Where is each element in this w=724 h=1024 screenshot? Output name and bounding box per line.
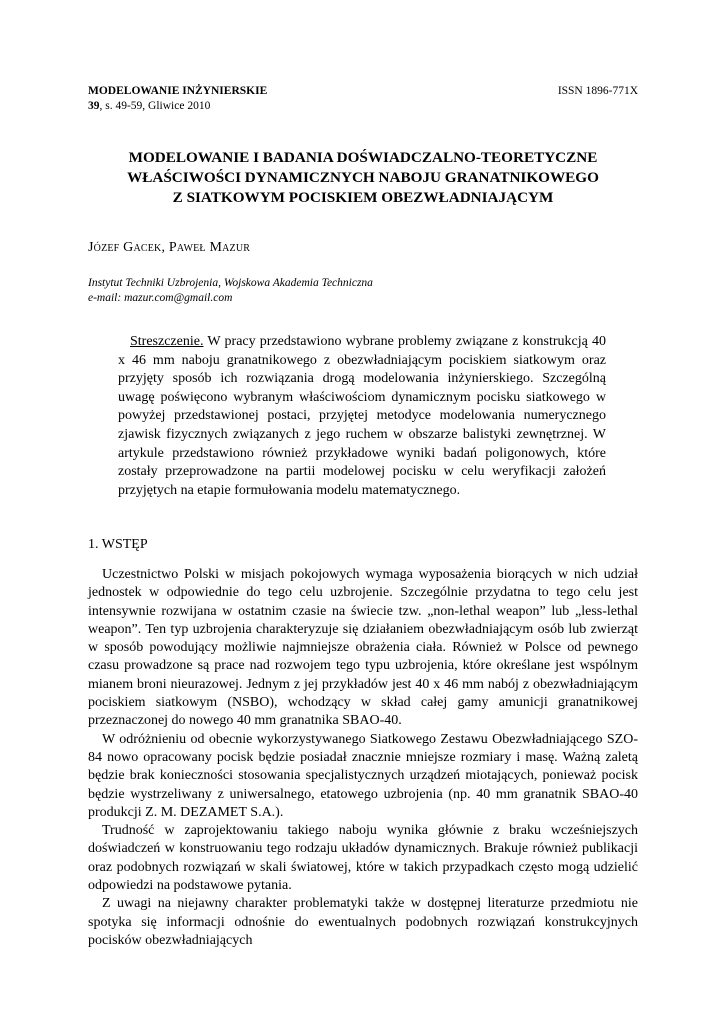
abstract-text: W pracy przedstawiono wybrane problemy związane z konstrukcją 40 x 46 mm naboju granatnikowego z obezwładniającym pociskiem siatkowym oraz przyjęty sposób ich rozwiązania drogą modelowania inżynierskiego. Szczególną uwagę poświęcono wybranym właściwościom dynamicznym pocisku siatkowego w powyżej przedstawionej postaci, przyjętej metodyce modelowania numerycznego zjawisk fizycznych związanych z jego ruchem w obszarze balistyki zewnętrznej. W artykule przedstawiono również przykładowe wyniki badań poligonowych, które zostały przeprowadzone na partii modelowej pocisku w celu weryfikacji założeń przyjętych na etapie formułowania modelu matematycznego. [118,334,606,498]
journal-volume: 39 [88,100,100,112]
journal-pages: , s. 49-59, Gliwice 2010 [99,100,211,112]
email: e-mail: mazur.com@gmail.com [88,292,233,304]
paragraph: Uczestnictwo Polski w misjach pokojowych wymaga wyposażenia biorących w nich udział jednostek w odpowiednie do tego celu uzbrojenie. Szczególnie przydatna to tego celu jest intensywnie rozwijana w ostatnim czasie na świecie tzw. „non-lethal weapon” lub „less-lethal weapon”. Ten typ uzbrojenia charakteryzuje się działaniem obezwładniającym osób lub zwierząt w sposób powodujący możliwie najmniejsze obrażenia ciała. Również w Polsce od pewnego czasu prowadzone są prace nad rozwojem tego typu uzbrojenia, które określane jest wspólnym mianem broni nieurazowej. Jednym z jej przykładów jest 40 x 46 mm nabój z obezwładniającym pociskiem siatkowym (NSBO), wchodzący w skład całej gamy amunicji granatnikowej przeznaczonej do nowego 40 mm granatnika SBAO-40. [88,567,638,729]
title-line-3: Z SIATKOWYM POCISKIEM OBEZWŁADNIAJĄCYM [172,189,554,206]
body-text [88,566,638,950]
authors: Józef Gacek, Paweł Mazur [88,240,251,255]
journal-header [88,84,267,114]
paragraph: Trudność w zaprojektowaniu takiego naboju wynika głównie z braku wcześniejszych doświadczeń w konstruowaniu tego rodzaju układów dynamicznych. Brakuje również publikacji oraz podobnych rozwiązań w skali światowej, które w takich przypadkach często mogą udzielić odpowiedzi na podstawowe pytania. [88,823,638,894]
title-line-1: MODELOWANIE I BADANIA DOŚWIADCZALNO-TEORETYCZNE [128,149,598,166]
paper-title [88,148,638,208]
institute: Instytut Techniki Uzbrojenia, Wojskowa Akademia Techniczna [88,277,373,289]
issn: ISSN 1896-771X [557,85,638,97]
journal-name: MODELOWANIE INŻYNIERSKIE [88,85,268,97]
title-line-2: WŁAŚCIWOŚCI DYNAMICZNYCH NABOJU GRANATNIKOWEGO [127,169,599,186]
paragraph: W odróżnieniu od obecnie wykorzystywanego Siatkowego Zestawu Obezwładniającego SZO-84 nowo opracowany pocisk będzie posiadał znacznie mniejsze rozmiary i masę. Ważną zaletą będzie brak konieczności stosowania specjalistycznych urządzeń miotających, ponieważ pocisk będzie wystrzeliwany z uniwersalnego, etatowego uzbrojenia (np. 40 mm granatnik SBAO-40 produkcji Z. M. DEZAMET S.A.). [88,731,638,820]
journal-issue [88,99,267,114]
section-heading: 1. WSTĘP [88,537,148,552]
paragraph: Z uwagi na niejawny charakter problematyki także w dostępnej literaturze przedmiotu nie spotyka się informacji odnośnie do ewentualnych podobnych rozwiązań konstrukcyjnych pocisków obezwładniających [88,896,638,948]
affiliation [88,276,373,306]
abstract-label: Streszczenie. [130,334,204,349]
abstract [118,333,606,500]
